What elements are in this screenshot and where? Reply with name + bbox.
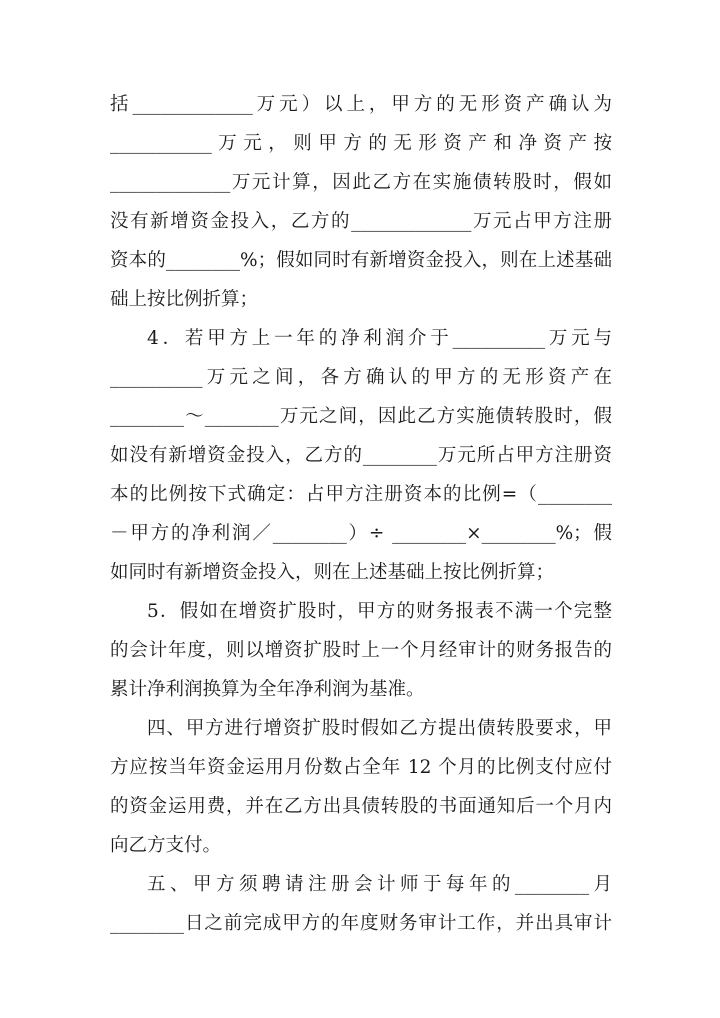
- text-line-8: __________万元之间，各方确认的甲方的无形资产在: [110, 367, 612, 388]
- text-line-9: ________～________万元之间，因此乙方实施债转股时，假: [110, 406, 612, 427]
- text-line-13: 如同时有新增资金投入，则在上述基础上按比例折算；: [110, 562, 555, 583]
- text-line-4: 没有新增资金投入，乙方的_____________万元占甲方注册: [110, 211, 612, 232]
- text-line-2: ___________万元，则甲方的无形资产和净资产按: [110, 133, 612, 154]
- text-line-17: 四、甲方进行增资扩股时假如乙方提出债转股要求，甲: [147, 718, 612, 739]
- text-line-22: ________日之前完成甲方的年度财务审计工作，并出具审计: [110, 913, 612, 934]
- text-line-14: 5．假如在增资扩股时，甲方的财务报表不满一个完整: [147, 601, 612, 622]
- text-line-15: 的会计年度，则以增资扩股时上一个月经审计的财务报告的: [110, 640, 612, 661]
- text-line-10: 如没有新增资金投入，乙方的________万元所占甲方注册资: [110, 445, 612, 466]
- text-line-19: 的资金运用费，并在乙方出具债转股的书面通知后一个月内: [110, 796, 612, 817]
- text-line-16: 累计净利润换算为全年净利润为基准。: [110, 679, 425, 700]
- text-line-3: _____________万元计算，因此乙方在实施债转股时，假如: [110, 172, 612, 193]
- text-line-5: 资本的________%；假如同时有新增资金投入，则在上述基础: [110, 250, 612, 271]
- text-line-7: 4．若甲方上一年的净利润介于__________万元与: [147, 328, 612, 349]
- text-line-21: 五、甲方须聘请注册会计师于每年的________月: [147, 874, 612, 895]
- text-line-1: 括_____________万元）以上，甲方的无形资产确认为: [110, 94, 612, 115]
- text-line-20: 向乙方支付。: [110, 835, 222, 856]
- text-line-11: 本的比例按下式确定：占甲方注册资本的比例=（________: [110, 484, 612, 505]
- text-line-6: 础上按比例折算；: [110, 289, 259, 310]
- text-line-12: －甲方的净利润／________）÷ ________×________%；假: [110, 523, 612, 544]
- text-line-18: 方应按当年资金运用月份数占全年 12 个月的比例支付应付: [110, 757, 612, 778]
